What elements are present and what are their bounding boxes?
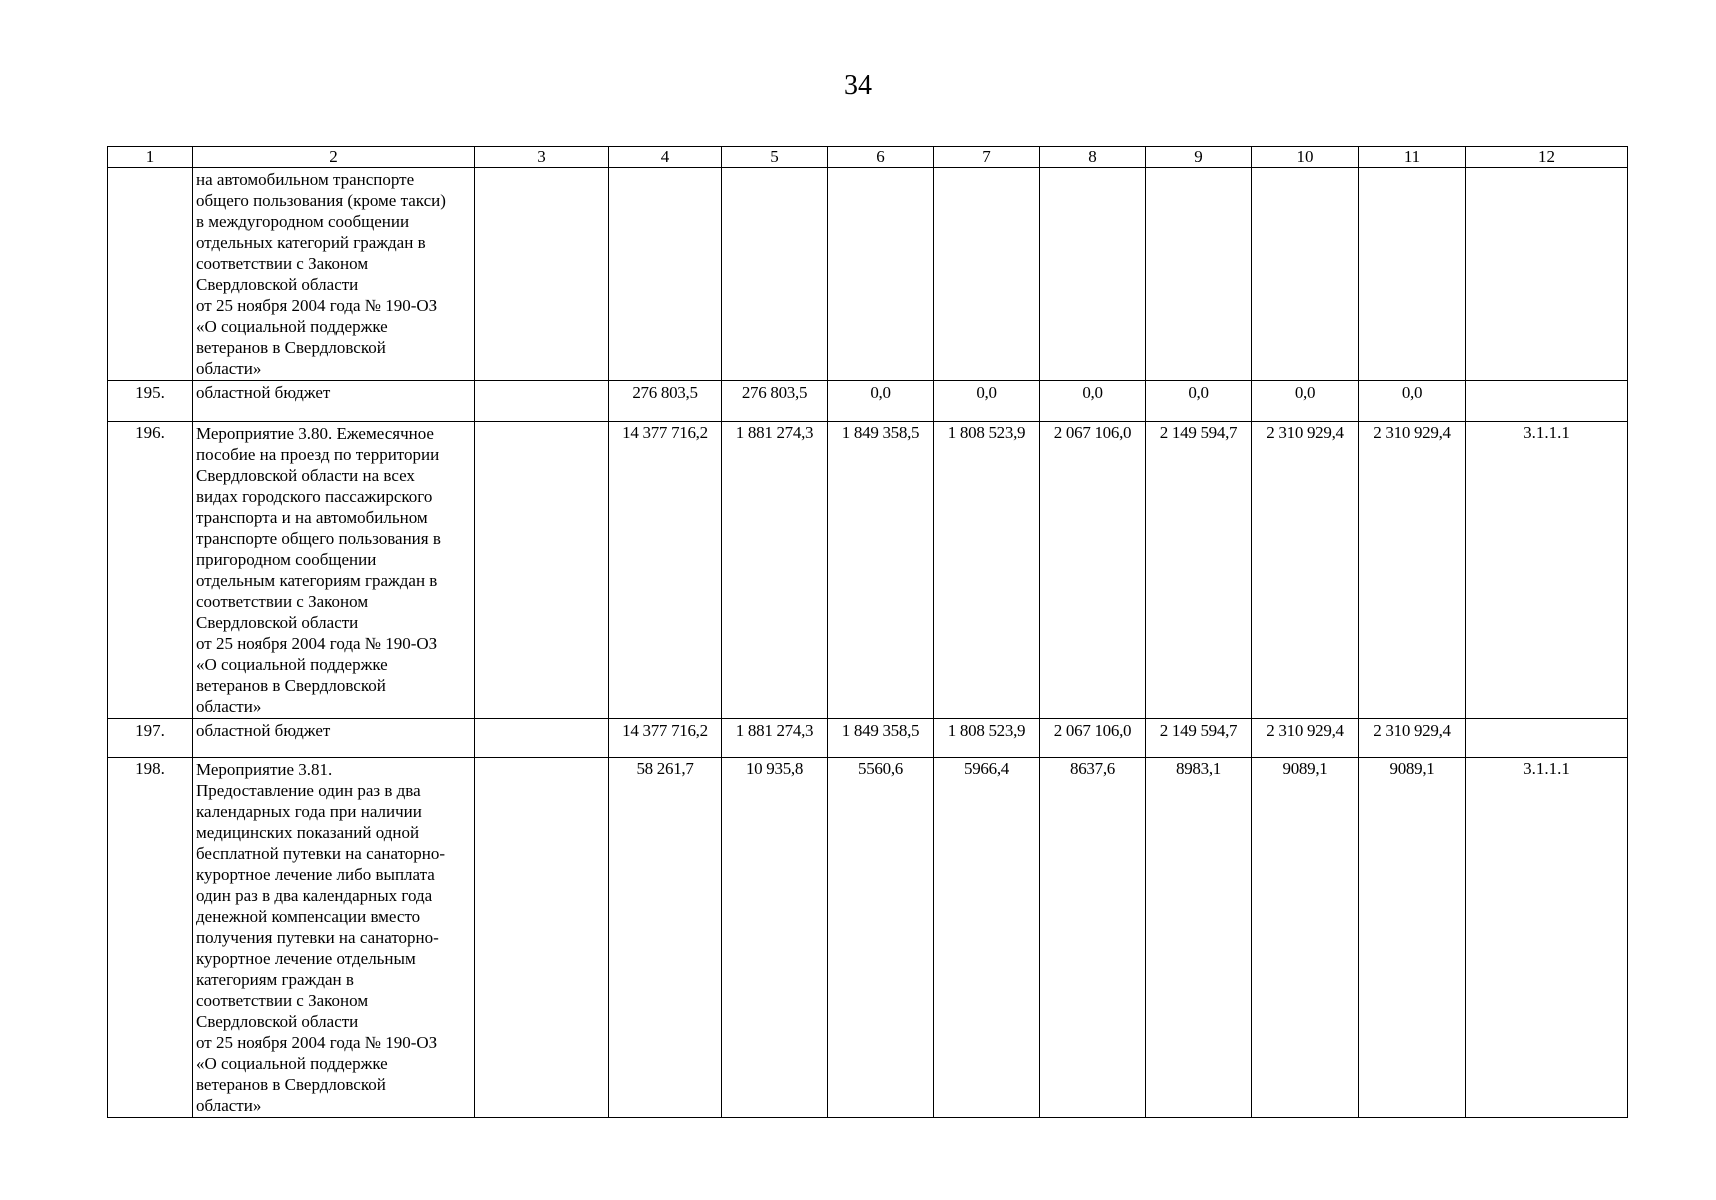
value-cell: 2 149 594,7: [1146, 719, 1252, 758]
description-line: бесплатной путевки на санаторно-: [196, 844, 446, 863]
description-line: «О социальной поддержке: [196, 317, 388, 336]
description-line: календарных года при наличии: [196, 802, 422, 821]
row-description: [193, 719, 475, 758]
description-line: от 25 ноября 2004 года № 190-ОЗ: [196, 296, 438, 315]
column-header: 8: [1040, 147, 1146, 168]
description-line: общего пользования (кроме такси): [196, 191, 446, 210]
empty-cell: [475, 758, 609, 1118]
description-line: отдельным категориям граждан в: [196, 571, 438, 590]
description-line: ветеранов в Свердловской: [196, 676, 386, 695]
value-cell: 1 881 274,3: [722, 719, 828, 758]
empty-cell: [475, 381, 609, 422]
column-header: 1: [108, 147, 193, 168]
description-line: «О социальной поддержке: [196, 1054, 388, 1073]
description-line: транспорта и на автомобильном: [196, 508, 428, 527]
target-code: [1466, 719, 1628, 758]
column-header: 4: [609, 147, 722, 168]
value-cell: 1 849 358,5: [828, 422, 934, 719]
column-number-row: [108, 147, 1628, 168]
column-header: 7: [934, 147, 1040, 168]
description-line: Свердловской области на всех: [196, 466, 415, 485]
column-header: 9: [1146, 147, 1252, 168]
value-cell: 276 803,5: [722, 381, 828, 422]
row-description: [193, 422, 475, 719]
value-cell: [609, 168, 722, 381]
description-line: ветеранов в Свердловской: [196, 338, 386, 357]
description-line: области»: [196, 1096, 262, 1115]
description-line: Мероприятие 3.81.: [196, 760, 333, 779]
value-cell: 0,0: [1359, 381, 1466, 422]
value-cell: 58 261,7: [609, 758, 722, 1118]
column-header: 11: [1359, 147, 1466, 168]
description-line: Мероприятие 3.80. Ежемесячное: [196, 424, 434, 443]
description-line: от 25 ноября 2004 года № 190-ОЗ: [196, 634, 438, 653]
description-line: видах городского пассажирского: [196, 487, 433, 506]
row-number: 197.: [108, 719, 193, 758]
description-line: областной бюджет: [196, 383, 331, 402]
description-line: курортное лечение отдельным: [196, 949, 416, 968]
description-line: Свердловской области: [196, 1012, 359, 1031]
description-line: медицинских показаний одной: [196, 823, 420, 842]
description-line: Свердловской области: [196, 275, 359, 294]
target-code: 3.1.1.1: [1466, 758, 1628, 1118]
description-line: пособие на проезд по территории: [196, 445, 440, 464]
target-code: 3.1.1.1: [1466, 422, 1628, 719]
target-code: [1466, 168, 1628, 381]
value-cell: 2 310 929,4: [1359, 422, 1466, 719]
value-cell: [1252, 168, 1359, 381]
column-header: 10: [1252, 147, 1359, 168]
value-cell: 2 310 929,4: [1359, 719, 1466, 758]
table-row: [108, 719, 1628, 758]
column-header: 6: [828, 147, 934, 168]
value-cell: 2 310 929,4: [1252, 719, 1359, 758]
value-cell: 5966,4: [934, 758, 1040, 1118]
description-line: пригородном сообщении: [196, 550, 377, 569]
description-line: соответствии с Законом: [196, 254, 369, 273]
value-cell: 0,0: [1040, 381, 1146, 422]
description-line: в междугородном сообщении: [196, 212, 410, 231]
description-line: области»: [196, 359, 262, 378]
value-cell: [1040, 168, 1146, 381]
value-cell: 9089,1: [1359, 758, 1466, 1118]
description-line: на автомобильном транспорте: [196, 170, 415, 189]
value-cell: 1 808 523,9: [934, 422, 1040, 719]
description-line: области»: [196, 697, 262, 716]
empty-cell: [475, 422, 609, 719]
value-cell: 2 310 929,4: [1252, 422, 1359, 719]
target-code: [1466, 381, 1628, 422]
value-cell: 8983,1: [1146, 758, 1252, 1118]
value-cell: 2 149 594,7: [1146, 422, 1252, 719]
table-row: [108, 422, 1628, 719]
description-line: соответствии с Законом: [196, 991, 369, 1010]
value-cell: 1 849 358,5: [828, 719, 934, 758]
table-row: [108, 168, 1628, 381]
description-line: областной бюджет: [196, 721, 331, 740]
value-cell: 1 881 274,3: [722, 422, 828, 719]
value-cell: 5560,6: [828, 758, 934, 1118]
row-number: 196.: [108, 422, 193, 719]
value-cell: 14 377 716,2: [609, 719, 722, 758]
description-line: соответствии с Законом: [196, 592, 369, 611]
description-line: категориям граждан в: [196, 970, 354, 989]
value-cell: 0,0: [1146, 381, 1252, 422]
row-number: 195.: [108, 381, 193, 422]
column-header: 5: [722, 147, 828, 168]
description-line: курортное лечение либо выплата: [196, 865, 435, 884]
value-cell: [828, 168, 934, 381]
value-cell: 276 803,5: [609, 381, 722, 422]
value-cell: 14 377 716,2: [609, 422, 722, 719]
value-cell: 2 067 106,0: [1040, 719, 1146, 758]
value-cell: [722, 168, 828, 381]
table-row: [108, 381, 1628, 422]
column-header: 3: [475, 147, 609, 168]
value-cell: 1 808 523,9: [934, 719, 1040, 758]
value-cell: [1359, 168, 1466, 381]
value-cell: 0,0: [828, 381, 934, 422]
value-cell: 10 935,8: [722, 758, 828, 1118]
description-line: Свердловской области: [196, 613, 359, 632]
description-line: от 25 ноября 2004 года № 190-ОЗ: [196, 1033, 438, 1052]
row-description: [193, 758, 475, 1118]
description-line: денежной компенсации вместо: [196, 907, 421, 926]
description-line: Предоставление один раз в два: [196, 781, 421, 800]
row-description: [193, 381, 475, 422]
value-cell: 2 067 106,0: [1040, 422, 1146, 719]
value-cell: 0,0: [934, 381, 1040, 422]
value-cell: [934, 168, 1040, 381]
description-line: один раз в два календарных года: [196, 886, 433, 905]
description-line: «О социальной поддержке: [196, 655, 388, 674]
page-number: 34: [844, 70, 872, 101]
description-line: получения путевки на санаторно-: [196, 928, 439, 947]
value-cell: 0,0: [1252, 381, 1359, 422]
empty-cell: [475, 719, 609, 758]
empty-cell: [475, 168, 609, 381]
value-cell: 9089,1: [1252, 758, 1359, 1118]
description-line: отдельных категорий граждан в: [196, 233, 426, 252]
description-line: ветеранов в Свердловской: [196, 1075, 386, 1094]
column-header: 2: [193, 147, 475, 168]
row-description: [193, 168, 475, 381]
table-row: [108, 758, 1628, 1118]
column-header: 12: [1466, 147, 1628, 168]
description-line: транспорте общего пользования в: [196, 529, 441, 548]
value-cell: 8637,6: [1040, 758, 1146, 1118]
row-number: 198.: [108, 758, 193, 1118]
value-cell: [1146, 168, 1252, 381]
row-number: [108, 168, 193, 381]
program-table: [107, 146, 1628, 1118]
